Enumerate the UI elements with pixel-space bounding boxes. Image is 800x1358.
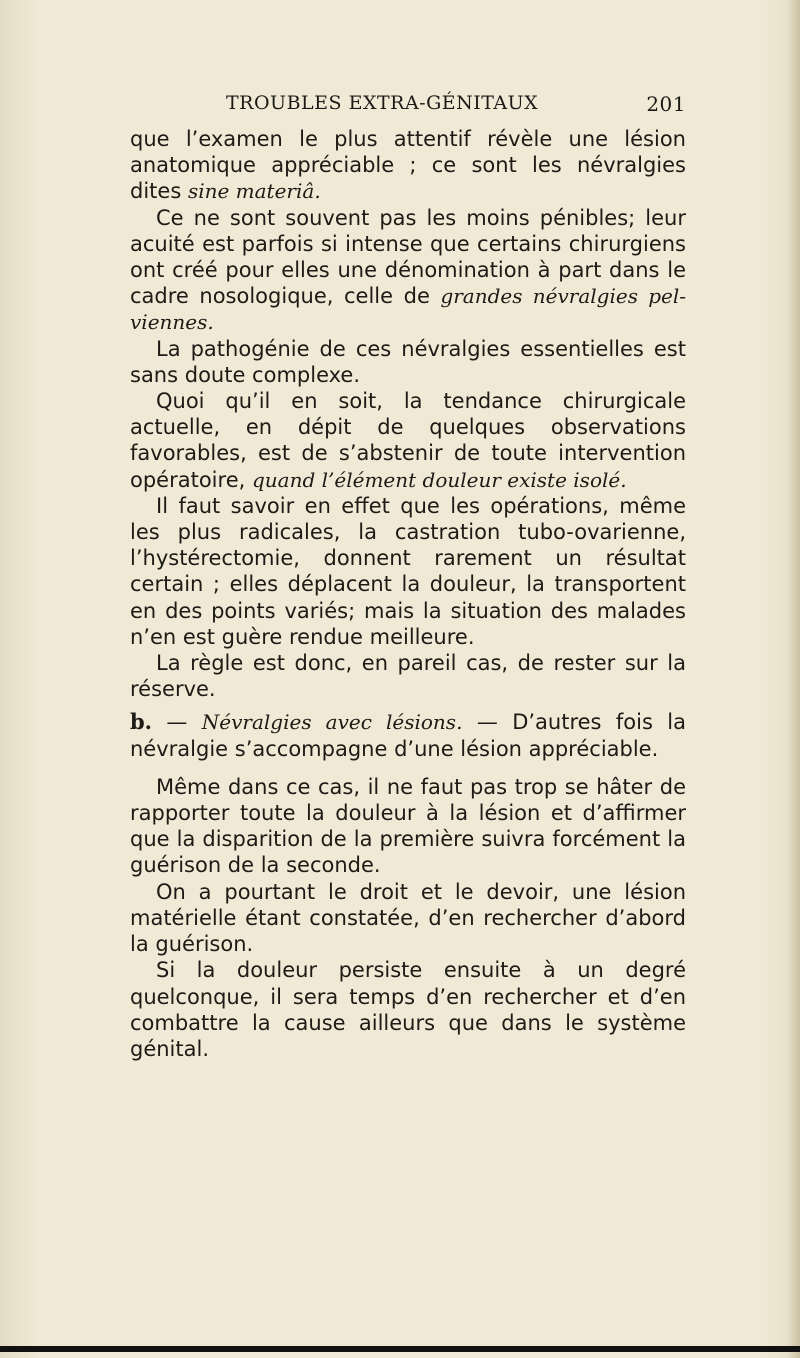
paragraph-2-italic: grandes névralgies pelviennes. bbox=[130, 284, 686, 335]
paragraph-2 bbox=[130, 205, 686, 336]
paragraph-1-text: que l’examen le plus attentif révèle une lésion anatomique appréciable ; ce sont les névralgies dites bbox=[130, 127, 686, 204]
paragraph-4-text: Quoi qu’il en soit, la tendance chirurgicale actuelle, en dépit de quelques observations favorables, est de s’abstenir de toute intervention opératoire, bbox=[130, 389, 686, 492]
paragraph-9: Si la douleur persiste ensuite à un degré quelconque, il sera temps d’en rechercher et d’en combattre la cause ailleurs que dans le système génital. bbox=[130, 958, 686, 1061]
page-edge-shadow bbox=[786, 0, 800, 1358]
paragraph-3 bbox=[130, 336, 686, 388]
paragraph-5-text: Il faut savoir en effet que les opérations, même les plus radicales, la castration tubo-ovarienne, l’hystérectomie, donnent rarement un résultat certain ; elles déplacent la douleur, la transportent en des points variés; mais la situation des malades n’en est guère rendue meilleure. bbox=[130, 493, 686, 649]
header-title: TROUBLES EXTRA-GÉNITAUX bbox=[226, 92, 539, 114]
paragraph-1-italic: sine materiâ. bbox=[187, 179, 321, 204]
paragraph-4-italic: quand l’élément douleur existe isolé. bbox=[251, 467, 627, 492]
paragraph-3-text: La pathogénie de ces névralgies essentielles est sans doute complexe. bbox=[130, 336, 686, 387]
section-b-letter: b. bbox=[130, 709, 152, 735]
bottom-edge-line bbox=[0, 1346, 800, 1352]
body-text bbox=[130, 126, 686, 1062]
section-b-dash: — bbox=[152, 710, 202, 735]
page-number: 201 bbox=[646, 92, 686, 116]
paragraph-2-text: Ce ne sont souvent pas les moins pénibles; leur acuité est parfois si intense que certains chirurgiens ont créé pour elles une dénomination à part dans le cadre nosologique, celle de bbox=[130, 205, 686, 309]
section-b-text: — D’autres fois la névralgie s’accompagne d’une lésion appréciable. bbox=[130, 710, 686, 761]
paragraph-8: On a pourtant le droit et le devoir, une lésion matérielle étant constatée, d’en rechercher d’abord la guérison. bbox=[130, 879, 686, 957]
paragraph-4 bbox=[130, 388, 686, 493]
paragraph-5 bbox=[130, 493, 686, 650]
section-b-paragraph bbox=[130, 709, 686, 761]
paragraph-1 bbox=[130, 126, 686, 205]
section-b-heading: Névralgies avec lésions. bbox=[201, 710, 463, 735]
paragraph-6 bbox=[130, 650, 686, 702]
paragraph-6-text: La règle est donc, en pareil cas, de rester sur la réserve. bbox=[130, 651, 686, 702]
paragraph-7: Même dans ce cas, il ne faut pas trop se hâter de rapporter toute la douleur à la lésion et d’affirmer que la disparition de la première suivra forcément la guérison de la seconde. bbox=[130, 774, 686, 878]
